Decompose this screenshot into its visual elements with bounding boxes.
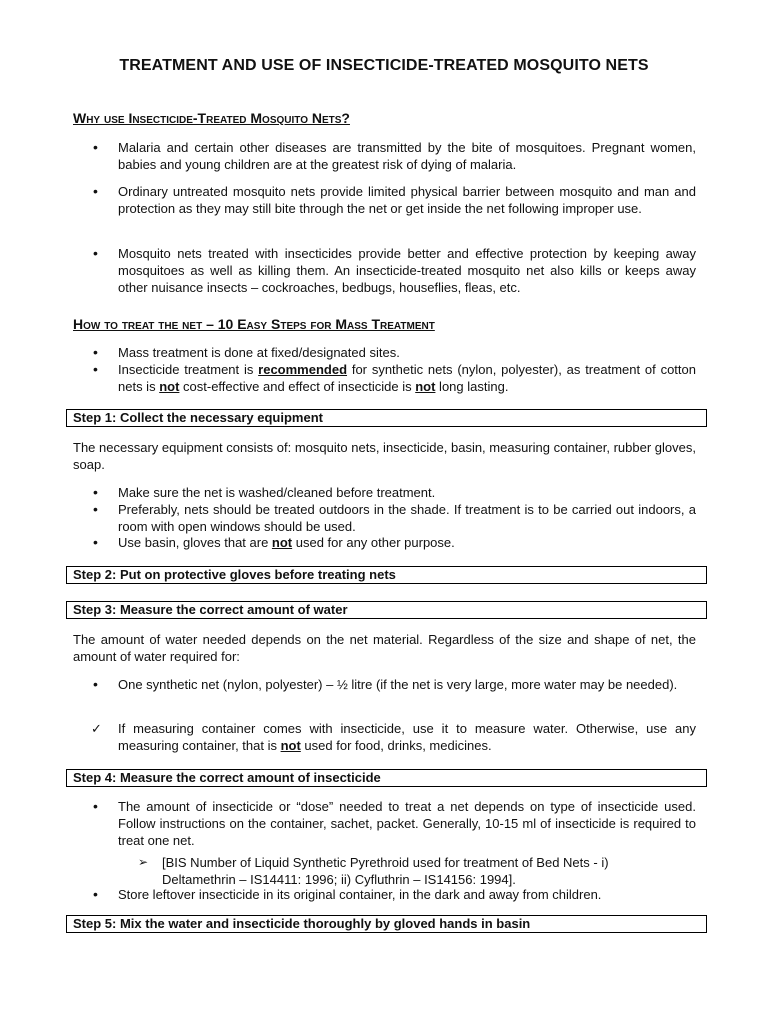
list-item: • Mosquito nets treated with insecticides provide better and effective protection by keeping away mosquitoes as well as killing them. An insecticide-treated mosquito net also kills or keeps away other nuisance insects – cockroaches, bedbugs, houseflies, fleas, etc. <box>118 245 696 296</box>
emphasis-not: not <box>415 379 436 394</box>
section-heading-why: Why use Insecticide-Treated Mosquito Nets? <box>73 110 350 126</box>
text-run: used for food, drinks, medicines. <box>300 738 492 753</box>
document-title: TREATMENT AND USE OF INSECTICIDE-TREATED MOSQUITO NETS <box>119 57 649 74</box>
list-item: • One synthetic net (nylon, polyester) – ½ litre (if the net is very large, more water may be needed). <box>118 676 696 693</box>
checklist-item <box>118 720 696 754</box>
list-item: • Store leftover insecticide in its original container, in the dark and away from children. <box>118 886 696 903</box>
list-item <box>118 361 696 395</box>
list-item: • Preferably, nets should be treated outdoors in the shade. If treatment is to be carried out indoors, a room with open windows should be used. <box>118 501 696 535</box>
step-3-header: Step 3: Measure the correct amount of water <box>66 601 707 619</box>
text-run: used for any other purpose. <box>292 535 455 550</box>
step-3-paragraph: The amount of water needed depends on the net material. Regardless of the size and shape of net, the amount of water required for: <box>73 632 696 664</box>
list-item: • Make sure the net is washed/cleaned before treatment. <box>118 484 696 501</box>
section-heading-how: How to treat the net – 10 Easy Steps for Mass Treatment <box>73 316 435 332</box>
step-5-header: Step 5: Mix the water and insecticide thoroughly by gloved hands in basin <box>66 915 707 933</box>
step-4-header: Step 4: Measure the correct amount of insecticide <box>66 769 707 787</box>
list-item <box>118 534 696 551</box>
text-run: for synthetic nets (nylon, polyester), as treatment of cotton nets is <box>118 362 696 394</box>
emphasis-not: not <box>280 738 301 753</box>
text-run: Insecticide treatment is <box>118 362 259 377</box>
sub-list-item: ➢ [BIS Number of Liquid Synthetic Pyrethroid used for treatment of Bed Nets - i) Deltamethrin – IS14411: 1996; ii) Cyfluthrin – IS14156: 1994]. <box>162 854 682 888</box>
list-item: • Malaria and certain other diseases are transmitted by the bite of mosquitoes. Pregnant women, babies and young children are at the greatest risk of dying of malaria. <box>118 139 696 173</box>
text-run: Use basin, gloves that are <box>118 535 272 550</box>
list-item: • Ordinary untreated mosquito nets provide limited physical barrier between mosquito and man and protection as they may still bite through the net or get inside the net following improper use. <box>118 183 696 217</box>
list-item: • The amount of insecticide or “dose” needed to treat a net depends on type of insecticide used. Follow instructions on the container, sachet, packet. Generally, 10-15 ml of insecticide is required to treat one net. <box>118 798 696 849</box>
step-1-header: Step 1: Collect the necessary equipment <box>66 409 707 427</box>
text-run: long lasting. <box>435 379 509 394</box>
emphasis-not: not <box>271 535 293 550</box>
text-run: cost-effective and effect of insecticide is <box>179 379 416 394</box>
step-1-paragraph: The necessary equipment consists of: mosquito nets, insecticide, basin, measuring container, rubber gloves, soap. <box>73 440 696 472</box>
list-item: • Mass treatment is done at fixed/designated sites. <box>118 344 696 361</box>
text-run: If measuring container comes with insecticide, use it to measure water. Otherwise, use any measuring container, that is <box>118 721 696 753</box>
emphasis-not: not <box>159 379 180 394</box>
step-2-header: Step 2: Put on protective gloves before treating nets <box>66 566 707 584</box>
emphasis-recommended: recommended <box>258 362 348 377</box>
